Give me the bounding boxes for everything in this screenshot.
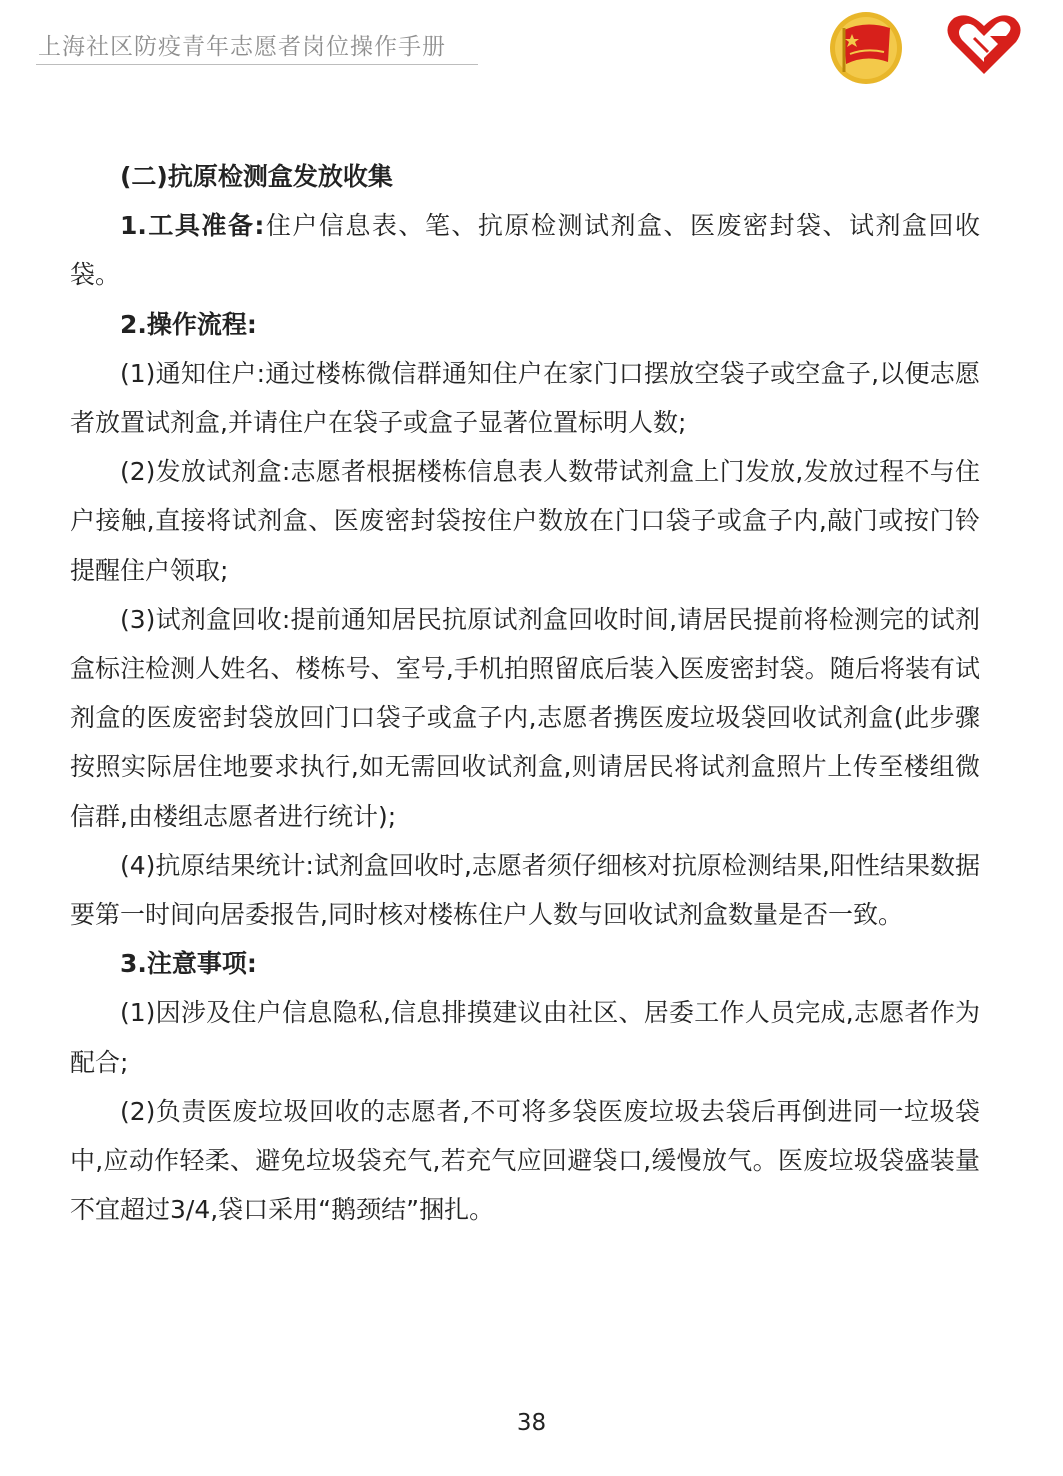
tools-label: 1.工具准备: [120,211,265,241]
page-number: 38 [516,1410,547,1436]
tools-paragraph [70,201,980,299]
notes-label: 3.注意事项: [120,949,257,979]
process-label: 2.操作流程: [120,309,257,339]
process-step-4: (4)抗原结果统计:试剂盒回收时,志愿者须仔细核对抗原检测结果,阳性结果数据要第一时间向居委报告,同时核对楼栋住户人数与回收试剂盒数量是否一致。 [70,850,980,930]
youth-league-emblem-icon [826,8,906,86]
process-step-1: (1)通知住户:通过楼栋微信群通知住户在家门口摆放空袋子或空盒子,以便志愿者放置试剂盒,并请住户在袋子或盒子显著位置标明人数; [70,358,980,438]
note-item-2: (2)负责医废垃圾回收的志愿者,不可将多袋医废垃圾去袋后再倒进同一垃圾袋中,应动作轻柔、避免垃圾袋充气,若充气应回避袋口,缓慢放气。医废垃圾袋盛装量不宜超过3/4,袋口采用“鹅颈结”捆扎。 [70,1096,980,1225]
document-body [70,152,980,1234]
tools-text: 住户信息表、笔、抗原检测试剂盒、医废密封袋、试剂盒回收袋。 [70,211,980,290]
header-divider [36,64,478,65]
manual-title: 上海社区防疫青年志愿者岗位操作手册 [38,34,446,60]
process-step-2: (2)发放试剂盒:志愿者根据楼栋信息表人数带试剂盒上门发放,发放过程不与住户接触,直接将试剂盒、医废密封袋按住户数放在门口袋子或盒子内,敲门或按门铃提醒住户领取; [70,457,980,585]
process-step-3: (3)试剂盒回收:提前通知居民抗原试剂盒回收时间,请居民提前将检测完的试剂盒标注检测人姓名、楼栋号、室号,手机拍照留底后装入医废密封袋。随后将装有试剂盒的医废密封袋放回门口袋子或盒子内,志愿者携医废垃圾袋回收试剂盒(此步骤按照实际居住地要求执行,如无需回收试剂盒,则请居民将试剂盒照片上传至楼组微信群,由楼组志愿者进行统计); [70,604,980,831]
volunteer-heart-icon [944,12,1024,78]
note-item-1: (1)因涉及住户信息隐私,信息排摸建议由社区、居委工作人员完成,志愿者作为配合; [70,998,980,1077]
section-heading: (二)抗原检测盒发放收集 [120,162,393,191]
